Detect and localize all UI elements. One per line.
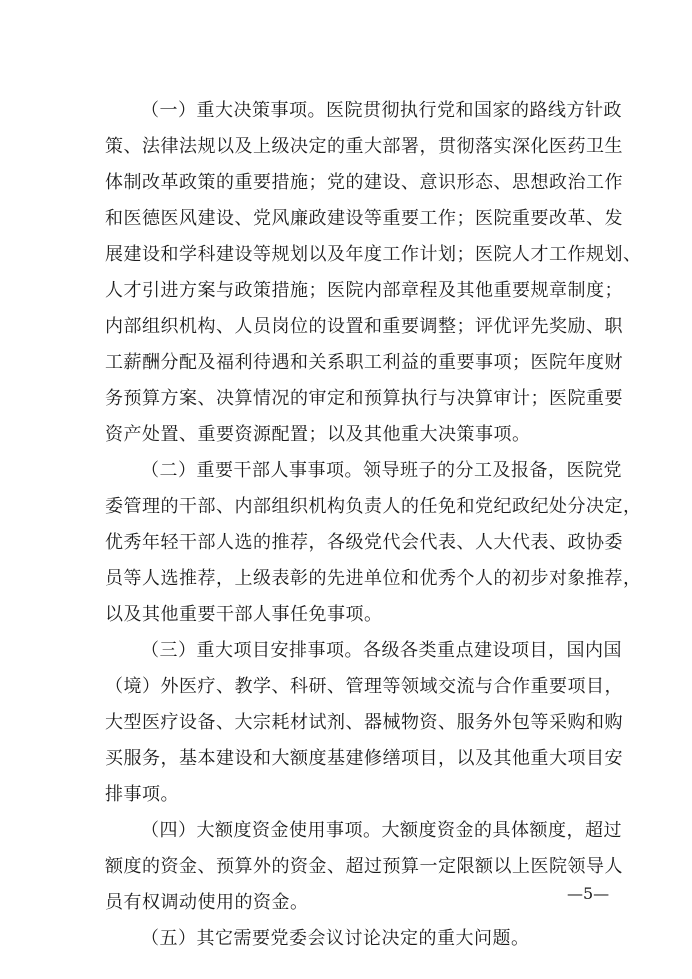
text-line: 内部组织机构、人员岗位的设置和重要调整；评优评先奖励、职 bbox=[105, 316, 623, 337]
text-line: （三）重大项目安排事项。各级各类重点建设项目，国内国 bbox=[141, 640, 622, 661]
text-line: 务预算方案、决算情况的审定和预算执行与决算审计；医院重要 bbox=[105, 388, 623, 409]
text-line: 排事项。 bbox=[105, 784, 179, 805]
text-line: （四）大额度资金使用事项。大额度资金的具体额度，超过 bbox=[141, 820, 622, 841]
section-personnel-matters bbox=[105, 453, 642, 633]
text-line: 人才引进方案与政策措施；医院内部章程及其他重要规章制度； bbox=[105, 280, 623, 301]
section-major-projects bbox=[105, 633, 623, 813]
text-line: （境）外医疗、教学、科研、管理等领域交流与合作重要项目， bbox=[105, 676, 623, 697]
text-line: 委管理的干部、内部组织机构负责人的任免和党纪政纪处分决定， bbox=[105, 496, 642, 517]
text-line: 策、法律法规以及上级决定的重大部署，贯彻落实深化医药卫生 bbox=[105, 136, 623, 157]
document-body bbox=[105, 93, 642, 957]
text-line: 优秀年轻干部人选的推荐，各级党代会代表、人大代表、政协委 bbox=[105, 532, 623, 553]
text-line: 大型医疗设备、大宗耗材试剂、器械物资、服务外包等采购和购 bbox=[105, 712, 623, 733]
text-line: 体制改革政策的重要措施；党的建设、意识形态、思想政治工作 bbox=[105, 172, 623, 193]
text-line: （五）其它需要党委会议讨论决定的重大问题。 bbox=[141, 928, 530, 949]
text-line: （一）重大决策事项。医院贯彻执行党和国家的路线方针政 bbox=[141, 100, 622, 121]
text-line: 员等人选推荐，上级表彰的先进单位和优秀个人的初步对象推荐， bbox=[105, 568, 642, 589]
text-line: 员有权调动使用的资金。 bbox=[105, 892, 309, 913]
text-line: 工薪酬分配及福利待遇和关系职工利益的重要事项；医院年度财 bbox=[105, 352, 623, 373]
text-line: 和医德医风建设、党风廉政建设等重要工作；医院重要改革、发 bbox=[105, 208, 623, 229]
text-line: 展建设和学科建设等规划以及年度工作计划；医院人才工作规划、 bbox=[105, 244, 642, 265]
text-line: 资产处置、重要资源配置；以及其他重大决策事项。 bbox=[105, 424, 531, 445]
text-line: 额度的资金、预算外的资金、超过预算一定限额以上医院领导人 bbox=[105, 856, 623, 877]
section-major-decisions bbox=[105, 93, 642, 453]
section-other-issues bbox=[105, 921, 615, 957]
section-large-funds bbox=[105, 813, 623, 921]
page-number: —5— bbox=[567, 884, 610, 903]
text-line: （二）重要干部人事事项。领导班子的分工及报备，医院党 bbox=[141, 460, 622, 481]
text-line: 以及其他重要干部人事任免事项。 bbox=[105, 604, 383, 625]
text-line: 买服务，基本建设和大额度基建修缮项目，以及其他重大项目安 bbox=[105, 748, 623, 769]
